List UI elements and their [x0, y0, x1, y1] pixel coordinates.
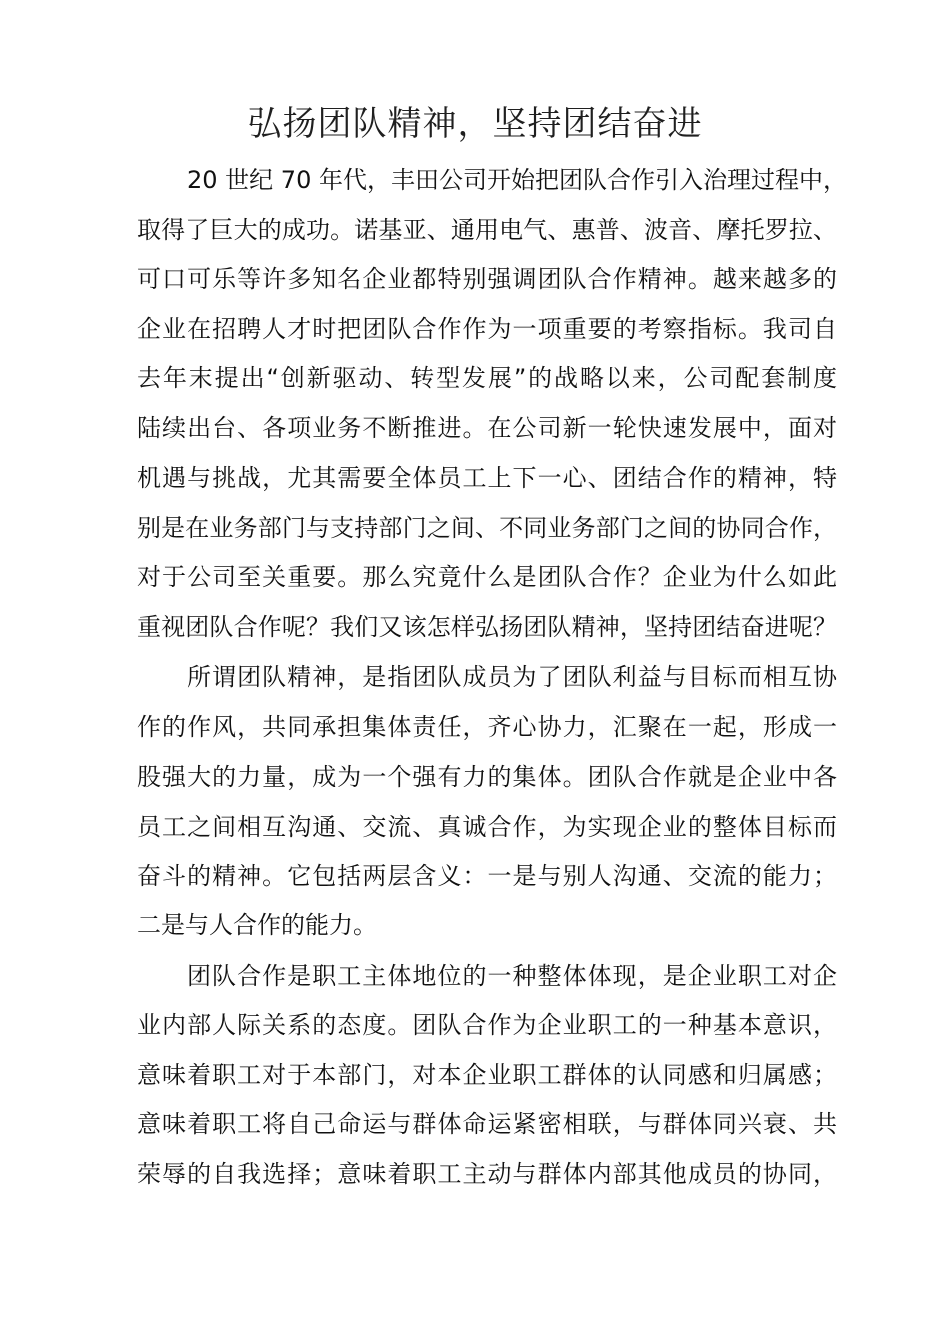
paragraph-line: 二是与人合作的能力。: [137, 911, 377, 939]
paragraph-line: 企业在招聘人才时把团队合作作为一项重要的考察指标。我司自: [137, 315, 837, 343]
paragraph-line: 员工之间相互沟通、交流、真诚合作，为实现企业的整体目标而: [137, 813, 837, 841]
paragraph-line: 作的作风，共同承担集体责任，齐心协力，汇聚在一起，形成一: [137, 713, 837, 741]
paragraph-line: 20 世纪 70 年代，丰田公司开始把团队合作引入治理过程中，: [187, 166, 847, 194]
paragraph-line: 意味着职工将自己命运与群体命运紧密相联，与群体同兴衰、共: [137, 1110, 837, 1138]
paragraph-line: 奋斗的精神。它包括两层含义：一是与别人沟通、交流的能力；: [137, 862, 837, 890]
paragraph-line: 团队合作是职工主体地位的一种整体体现，是企业职工对企: [187, 962, 837, 990]
paragraph-line: 所谓团队精神，是指团队成员为了团队利益与目标而相互协: [187, 663, 837, 691]
paragraph-line: 别是在业务部门与支持部门之间、不同业务部门之间的协同合作，: [137, 514, 837, 542]
paragraph-line: 意味着职工对于本部门，对本企业职工群体的认同感和归属感；: [137, 1061, 837, 1089]
paragraph-line: 机遇与挑战，尤其需要全体员工上下一心、团结合作的精神，特: [137, 464, 837, 492]
paragraph-line: 对于公司至关重要。那么究竟什么是团队合作？企业为什么如此: [137, 563, 837, 591]
paragraph-line: 可口可乐等许多知名企业都特别强调团队合作精神。越来越多的: [137, 265, 837, 293]
paragraph-line: 陆续出台、各项业务不断推进。在公司新一轮快速发展中，面对: [137, 414, 837, 442]
paragraph-line: 业内部人际关系的态度。团队合作为企业职工的一种基本意识，: [137, 1011, 837, 1039]
document-title: 弘扬团队精神，坚持团结奋进: [247, 104, 703, 144]
paragraph-line: 荣辱的自我选择；意味着职工主动与群体内部其他成员的协同，: [137, 1160, 837, 1188]
paragraph-line: 重视团队合作呢？我们又该怎样弘扬团队精神，坚持团结奋进呢？: [137, 613, 837, 641]
paragraph-line: 股强大的力量，成为一个强有力的集体。团队合作就是企业中各: [137, 763, 837, 791]
paragraph-line: 去年末提出“创新驱动、转型发展”的战略以来，公司配套制度: [137, 364, 837, 392]
paragraph-line: 取得了巨大的成功。诺基亚、通用电气、惠普、波音、摩托罗拉、: [137, 216, 837, 244]
